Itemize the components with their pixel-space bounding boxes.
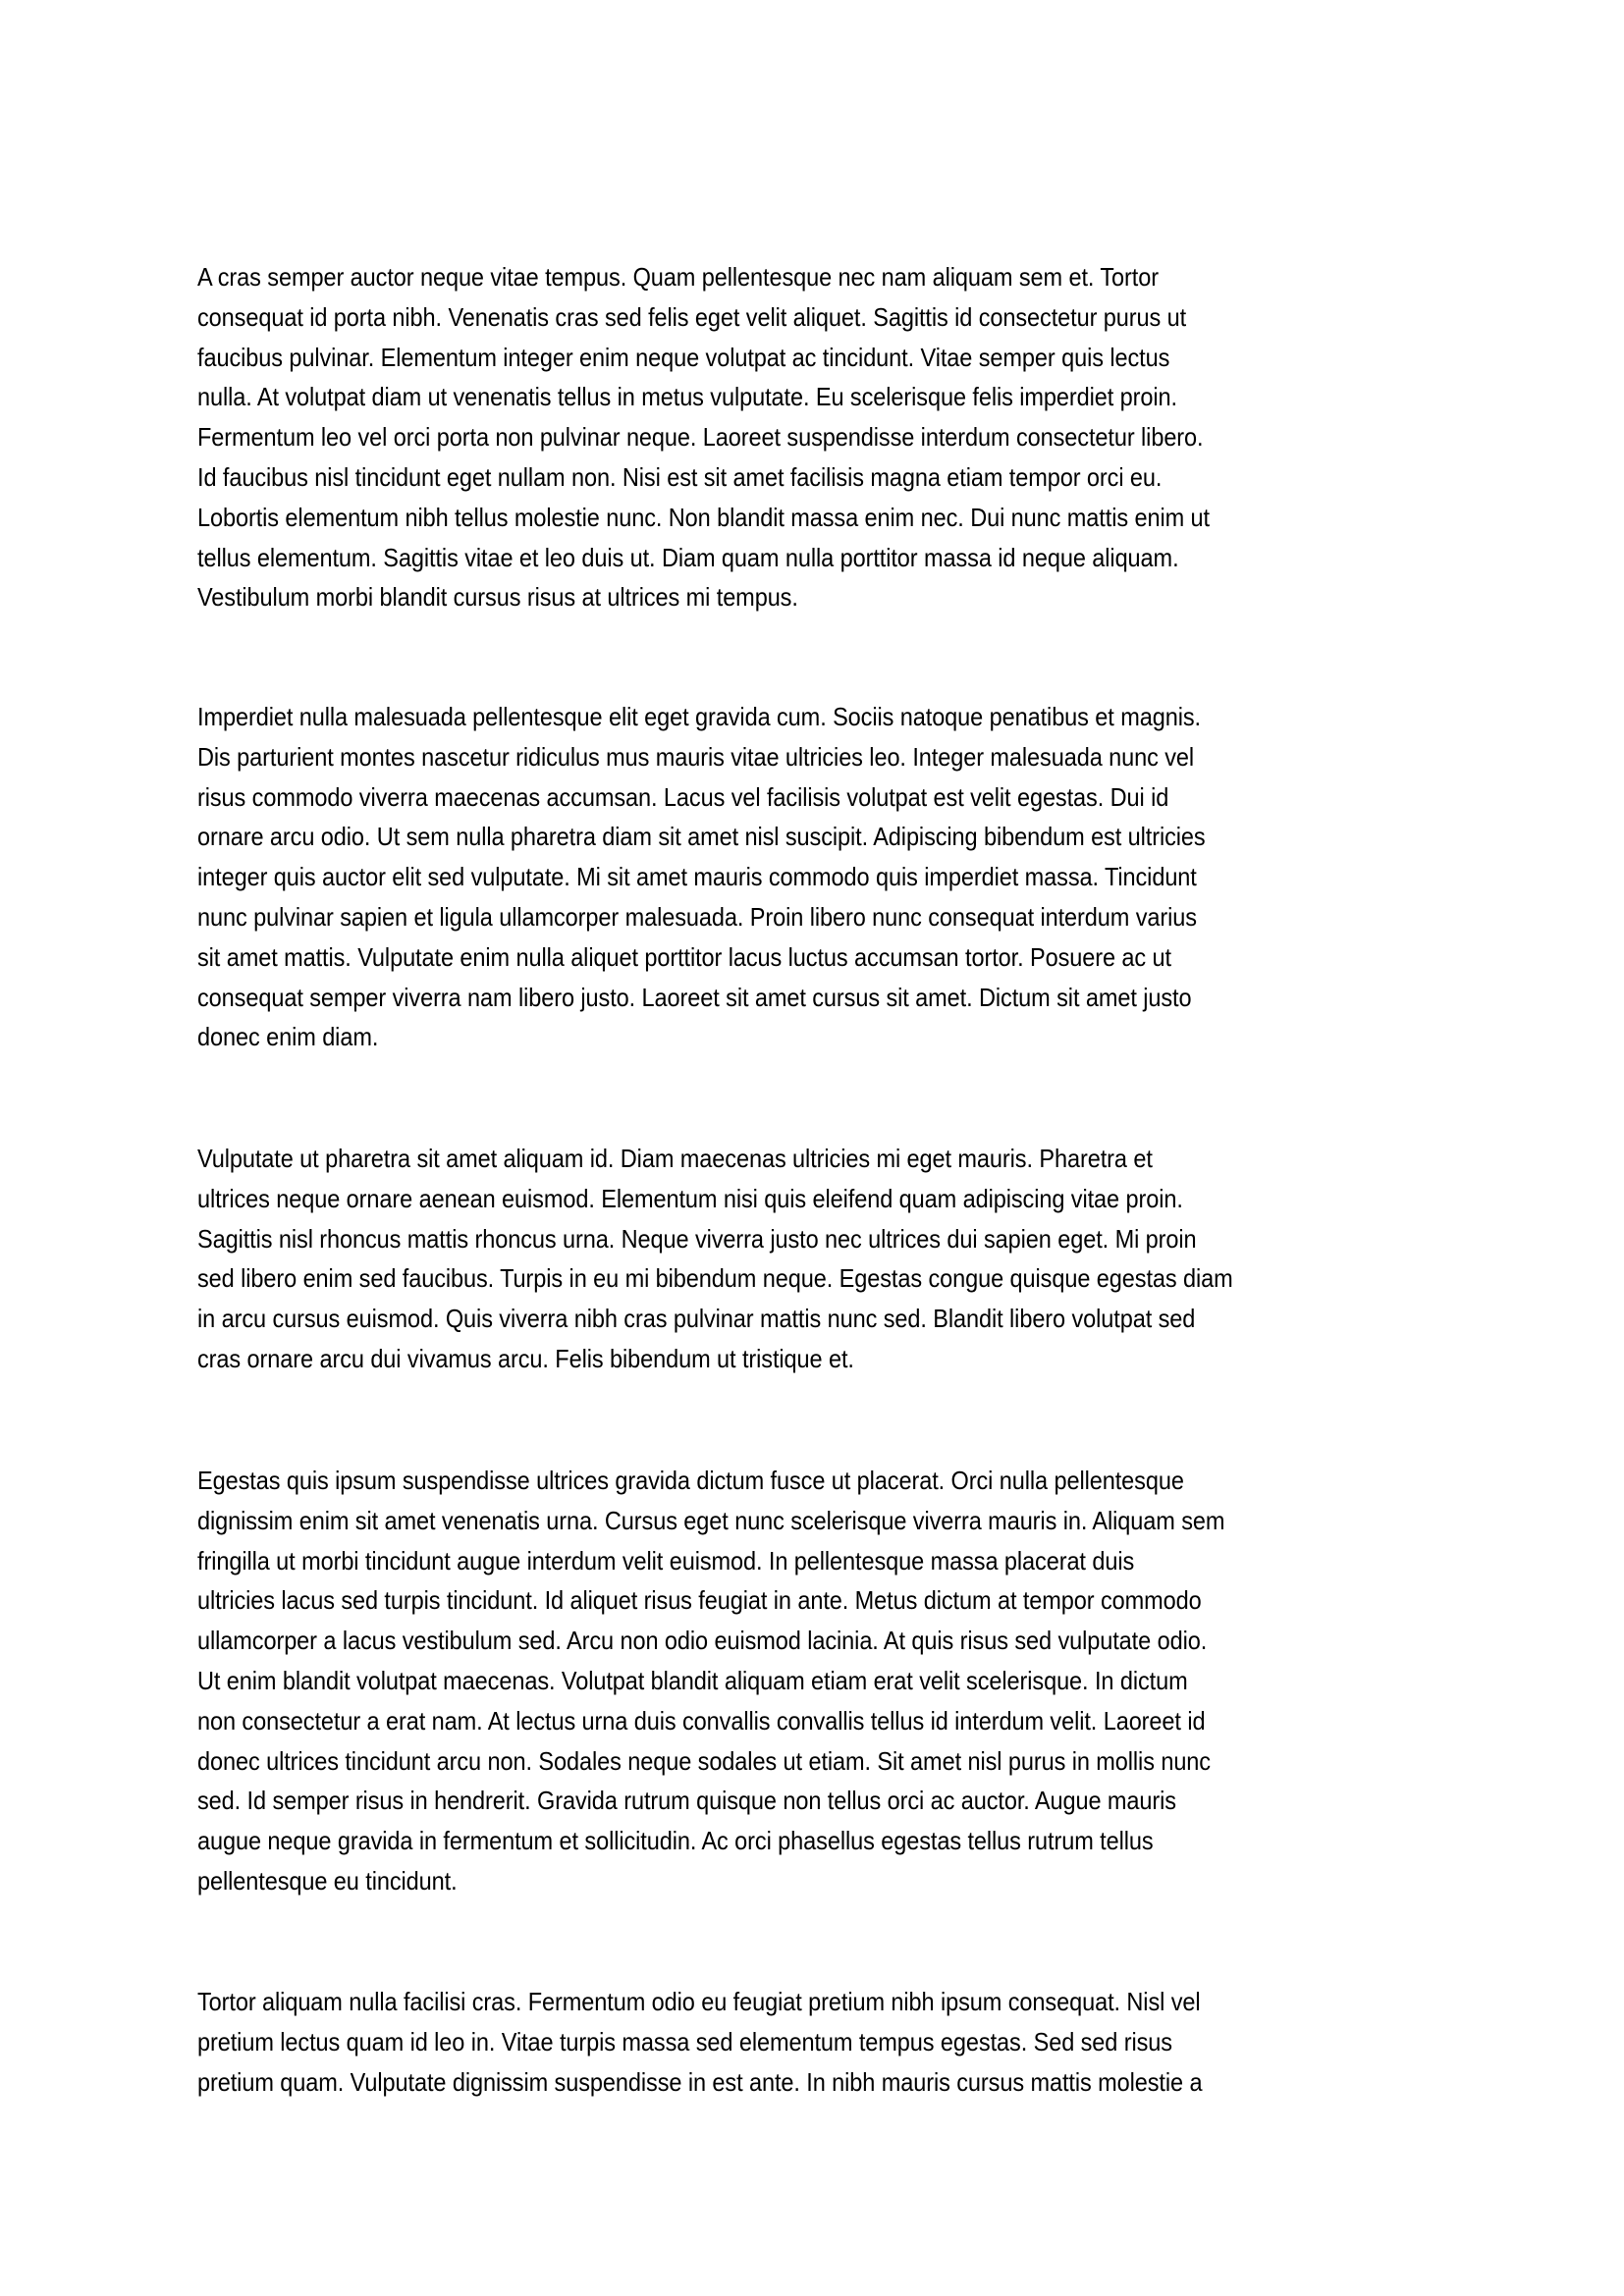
paragraph-3 [197, 1139, 1474, 1379]
text-line: Lobortis elementum nibh tellus molestie nunc. Non blandit massa enim nec. Dui nunc mattis enim ut [197, 502, 1210, 532]
text-line: donec ultrices tincidunt arcu non. Sodales neque sodales ut etiam. Sit amet nisl purus in mollis nunc [197, 1745, 1211, 1776]
paragraph-4 [197, 1461, 1474, 1901]
text-line: Vestibulum morbi blandit cursus risus at ultrices mi tempus. [197, 582, 798, 613]
text-line: ultrices neque ornare aenean euismod. Elementum nisi quis eleifend quam adipiscing vitae proin. [197, 1183, 1183, 1213]
text-line: pretium lectus quam id leo in. Vitae turpis massa sed elementum tempus egestas. Sed sed risus [197, 2026, 1172, 2056]
text-line: ullamcorper a lacus vestibulum sed. Arcu non odio euismod lacinia. At quis risus sed vulputate odio. [197, 1626, 1208, 1656]
text-line: non consectetur a erat nam. At lectus urna duis convallis convallis tellus id interdum velit. Laoreet id [197, 1705, 1206, 1735]
text-line: Fermentum leo vel orci porta non pulvinar neque. Laoreet suspendisse interdum consectetur libero. [197, 422, 1204, 453]
text-line: Egestas quis ipsum suspendisse ultrices gravida dictum fusce ut placerat. Orci nulla pellentesque [197, 1466, 1184, 1495]
text-line: risus commodo viverra maecenas accumsan. Lacus vel facilisis volutpat est velit egestas. Dui id [197, 781, 1169, 812]
text-line: Ut enim blandit volutpat maecenas. Volutpat blandit aliquam etiam erat velit scelerisque. In dictum [197, 1665, 1188, 1695]
text-line: sit amet mattis. Vulputate enim nulla aliquet porttitor lacus luctus accumsan tortor. Posuere ac ut [197, 941, 1171, 972]
text-line: Tortor aliquam nulla facilisi cras. Fermentum odio eu feugiat pretium nibh ipsum consequat. Nisl vel [197, 1987, 1201, 2016]
paragraph-1 [197, 257, 1474, 617]
text-line: A cras semper auctor neque vitae tempus. Quam pellentesque nec nam aliquam sem et. Tortor [197, 262, 1159, 292]
text-line: integer quis auctor elit sed vulputate. Mi sit amet mauris commodo quis imperdiet massa. Tincidunt [197, 862, 1197, 892]
text-line: ultricies lacus sed turpis tincidunt. Id aliquet risus feugiat in ante. Metus dictum at tempor commodo [197, 1585, 1202, 1616]
text-line: sed. Id semper risus in hendrerit. Gravida rutrum quisque non tellus orci ac auctor. Augue mauris [197, 1786, 1176, 1816]
text-line: Sagittis nisl rhoncus mattis rhoncus urna. Neque viverra justo nec ultrices dui sapien eget. Mi proin [197, 1223, 1197, 1254]
text-line: tellus elementum. Sagittis vitae et leo duis ut. Diam quam nulla porttitor massa id neque aliquam. [197, 542, 1179, 572]
text-line: consequat semper viverra nam libero justo. Laoreet sit amet cursus sit amet. Dictum sit amet justo [197, 982, 1192, 1012]
text-line: fringilla ut morbi tincidunt augue interdum velit euismod. In pellentesque massa placerat duis [197, 1545, 1135, 1575]
text-line: augue neque gravida in fermentum et sollicitudin. Ac orci phasellus egestas tellus rutrum tellus [197, 1826, 1154, 1856]
text-line: faucibus pulvinar. Elementum integer enim neque volutpat ac tincidunt. Vitae semper quis lectus [197, 342, 1170, 372]
text-line: nunc pulvinar sapien et ligula ullamcorper malesuada. Proin libero nunc consequat interdum varius [197, 901, 1197, 932]
text-line: ornare arcu odio. Ut sem nulla pharetra diam sit amet nisl suscipit. Adipiscing bibendum est ultricies [197, 822, 1206, 852]
text-line: Imperdiet nulla malesuada pellentesque elit eget gravida cum. Sociis natoque penatibus et magnis. [197, 702, 1201, 731]
text-line: nulla. At volutpat diam ut venenatis tellus in metus vulputate. Eu scelerisque felis imperdiet proin. [197, 382, 1177, 412]
paragraph-5 [197, 1982, 1474, 2102]
text-line: Id faucibus nisl tincidunt eget nullam non. Nisi est sit amet facilisis magna etiam tempor orci eu. [197, 461, 1163, 492]
text-line: Dis parturient montes nascetur ridiculus mus mauris vitae ultricies leo. Integer malesuada nunc vel [197, 741, 1195, 772]
text-line: sed libero enim sed faucibus. Turpis in eu mi bibendum neque. Egestas congue quisque egestas diam [197, 1263, 1233, 1294]
text-line: pellentesque eu tincidunt. [197, 1865, 458, 1896]
text-line: pretium quam. Vulputate dignissim suspendisse in est ante. In nibh mauris cursus mattis molestie a [197, 2066, 1203, 2097]
text-line: donec enim diam. [197, 1022, 379, 1052]
paragraph-2 [197, 697, 1474, 1057]
text-line: Vulputate ut pharetra sit amet aliquam id. Diam maecenas ultricies mi eget mauris. Pharetra et [197, 1144, 1153, 1173]
text-line: in arcu cursus euismod. Quis viverra nibh cras pulvinar mattis nunc sed. Blandit libero volutpat sed [197, 1304, 1196, 1334]
text-line: cras ornare arcu dui vivamus arcu. Felis bibendum ut tristique et. [197, 1343, 854, 1373]
text-line: consequat id porta nibh. Venenatis cras sed felis eget velit aliquet. Sagittis id consectetur purus ut [197, 301, 1187, 332]
text-line: dignissim enim sit amet venenatis urna. Cursus eget nunc scelerisque viverra mauris in. Aliquam sem [197, 1505, 1225, 1535]
